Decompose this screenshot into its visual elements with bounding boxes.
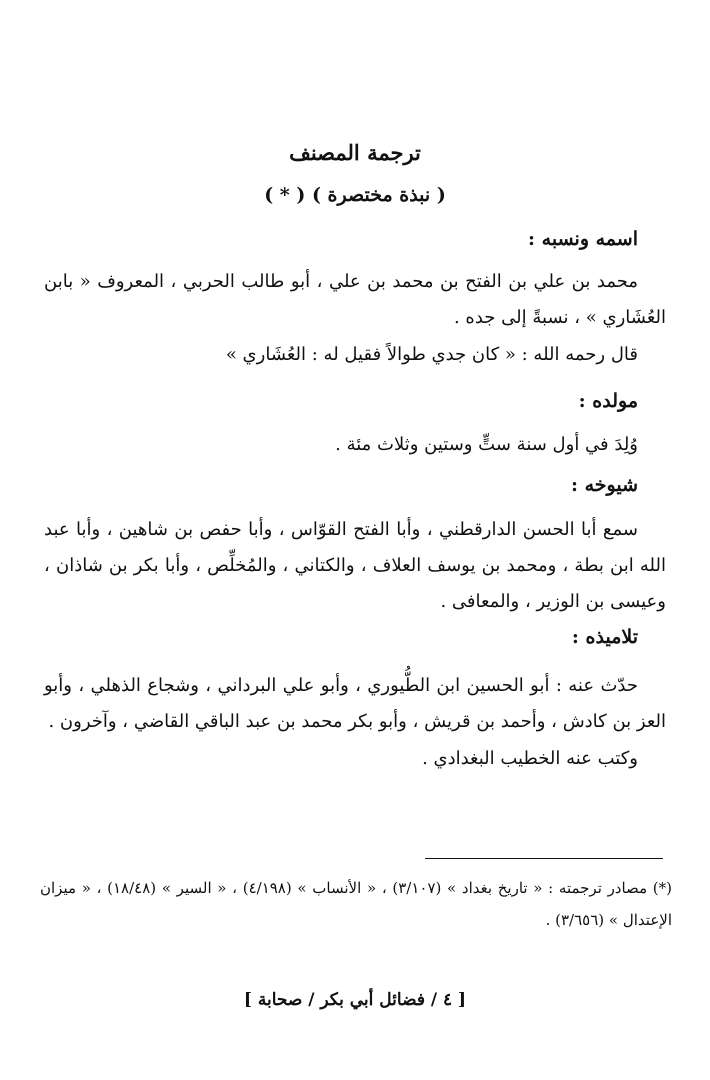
line-students: وكتب عنه الخطيب البغدادي .: [422, 748, 638, 769]
page-title: ترجمة المصنف: [289, 140, 421, 165]
page-footer: [ ٤ / فضائل أبي بكر / صحابة ]: [243, 990, 467, 1010]
paragraph-students: حدّث عنه : أبو الحسين ابن الطُّيوري ، وأبو علي البرداني ، وشجاع الذهلي ، وأبو العز بن كادش ، وأحمد بن قريش ، وأبو بكر محمد بن عبد الباقي القاضي ، وآخرون .: [44, 675, 666, 732]
footnote-sources: (*) مصادر ترجمته : « تاريخ بغداد » (٣/١٠٧) ، « الأنساب » (٤/١٩٨) ، « السير » (١٨/٤٨) ، « ميزان الإعتدال » (٣/٦٥٦) .: [40, 879, 673, 929]
heading-teachers: شيوخه :: [570, 474, 638, 496]
paragraph-lineage: محمد بن علي بن الفتح بن محمد بن علي ، أبو طالب الحربي ، المعروف « بابن العُشَاري » ، نسبةً إلى جده .: [44, 271, 666, 328]
heading-birth: مولده :: [578, 390, 638, 412]
paragraph-teachers: سمع أبا الحسن الدارقطني ، وأبا الفتح القوّاس ، وأبا حفص بن شاهين ، وأبا عبد الله ابن بطة ، ومحمد بن يوسف العلاف ، والكتاني ، والمُخلِّص ، وأبا بكر بن شاذان ، وعيسى بن الوزير ، والمعافى .: [44, 519, 666, 612]
quote-lineage: قال رحمه الله : « كان جدي طوالاً فقيل له : العُشَاري »: [225, 344, 638, 365]
footnote-divider: [425, 858, 663, 859]
page-subtitle: ( نبذة مختصرة ) ( * ): [264, 184, 446, 206]
paragraph-birth: وُلِدَ في أول سنة ستٍّ وستين وثلاث مئة .: [335, 434, 638, 455]
heading-students: تلاميذه :: [571, 626, 638, 648]
heading-lineage: اسمه ونسبه :: [528, 228, 638, 250]
